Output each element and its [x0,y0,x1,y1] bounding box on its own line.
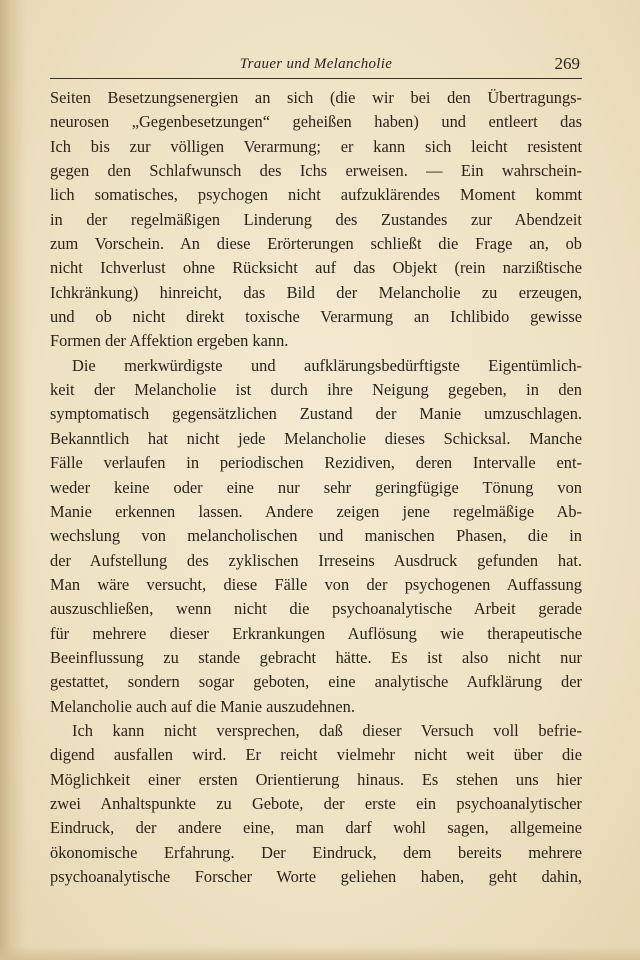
page-number: 269 [554,54,580,73]
text-line: zwei Anhaltspunkte zu Gebote, der erste ein psychoanalytischer [50,793,582,813]
text-line: lich somatisches, psychogen nicht aufzuklärendes Moment kommt [50,185,582,205]
body-text [50,86,582,889]
text-line: Ichkränkung) hinreicht, das Bild der Melancholie zu erzeugen, [50,282,582,302]
text-line: keit der Melancholie ist durch ihre Neigung gegeben, in den [50,380,582,400]
text-line: Ich kann nicht versprechen, daß dieser Versuch voll befrie- [72,720,582,740]
text-line: auszuschließen, wenn nicht die psychoanalytische Arbeit gerade [50,599,582,619]
running-title: Trauer und Melancholie [239,56,393,72]
text-line: gegen den Schlafwunsch des Ichs erweisen. — Ein wahrschein- [50,161,582,181]
text-line: Seiten Besetzungsenergien an sich (die wir bei den Übertragungs- [50,88,582,107]
text-line: für mehrere dieser Erkrankungen Auflösung wie therapeutische [50,623,582,643]
paragraph [50,354,582,719]
paragraph [50,86,582,354]
text-line: zum Vorschein. An diese Erörterungen schließt die Frage an, ob [50,234,582,254]
text-line: Fälle verlaufen in periodischen Rezidiven, deren Intervalle ent- [50,453,582,473]
text-line: Ich bis zur völligen Verarmung; er kann sich leicht resistent [50,136,582,156]
text-line: wechslung von melancholischen und manischen Phasen, die in [50,526,582,546]
text-line: gestattet, sondern sogar geboten, eine analytische Aufklärung der [50,672,582,692]
text-line: Eindruck, der andere eine, man darf wohl sagen, allgemeine [50,818,582,838]
text-line: in der regelmäßigen Linderung des Zustandes zur Abendzeit [50,209,582,229]
text-line: neurosen „Gegenbesetzungen“ geheißen haben) und entleert das [50,112,582,132]
text-line: digend ausfallen wird. Er reicht vielmehr nicht weit über die [50,745,582,765]
text-line: Manie erkennen lassen. Andere zeigen jene regelmäßige Ab- [50,501,582,521]
page-bottom-shadow [0,946,640,960]
text-line: Möglichkeit einer ersten Orientierung hinaus. Es stehen uns hier [50,769,582,789]
text-line: ökonomische Erfahrung. Der Eindruck, dem bereits mehrere [50,842,582,862]
text-line: Bekanntlich hat nicht jede Melancholie dieses Schicksal. Manche [50,428,582,448]
text-line: und ob nicht direkt toxische Verarmung an Ichlibido gewisse [50,307,582,327]
text-line: Man wäre versucht, diese Fälle von der psychogenen Auffassung [50,574,582,594]
page-header [50,52,582,79]
text-line: weder keine oder eine nur sehr geringfügige Tönung von [50,477,582,497]
text-line: Formen der Affektion ergeben kann. [50,331,289,351]
text-line: der Aufstellung des zyklischen Irreseins Ausdruck gefunden hat. [50,550,582,570]
text-line: nicht Ichverlust ohne Rücksicht auf das Objekt (rein narzißtische [50,258,582,278]
text-line: Die merkwürdigste und aufklärungsbedürftigste Eigentümlich- [72,355,582,375]
text-line: Beeinflussung zu stande gebracht hätte. Es ist also nicht nur [50,647,582,667]
text-line: symptomatisch gegensätzlichen Zustand der Manie umzuschlagen. [50,404,582,424]
text-line: psychoanalytische Forscher Worte geliehen haben, geht dahin, [50,867,582,886]
text-line: Melancholie auch auf die Manie auszudehnen. [50,696,355,716]
paragraph [50,719,582,889]
page-gutter-shadow [0,0,26,960]
